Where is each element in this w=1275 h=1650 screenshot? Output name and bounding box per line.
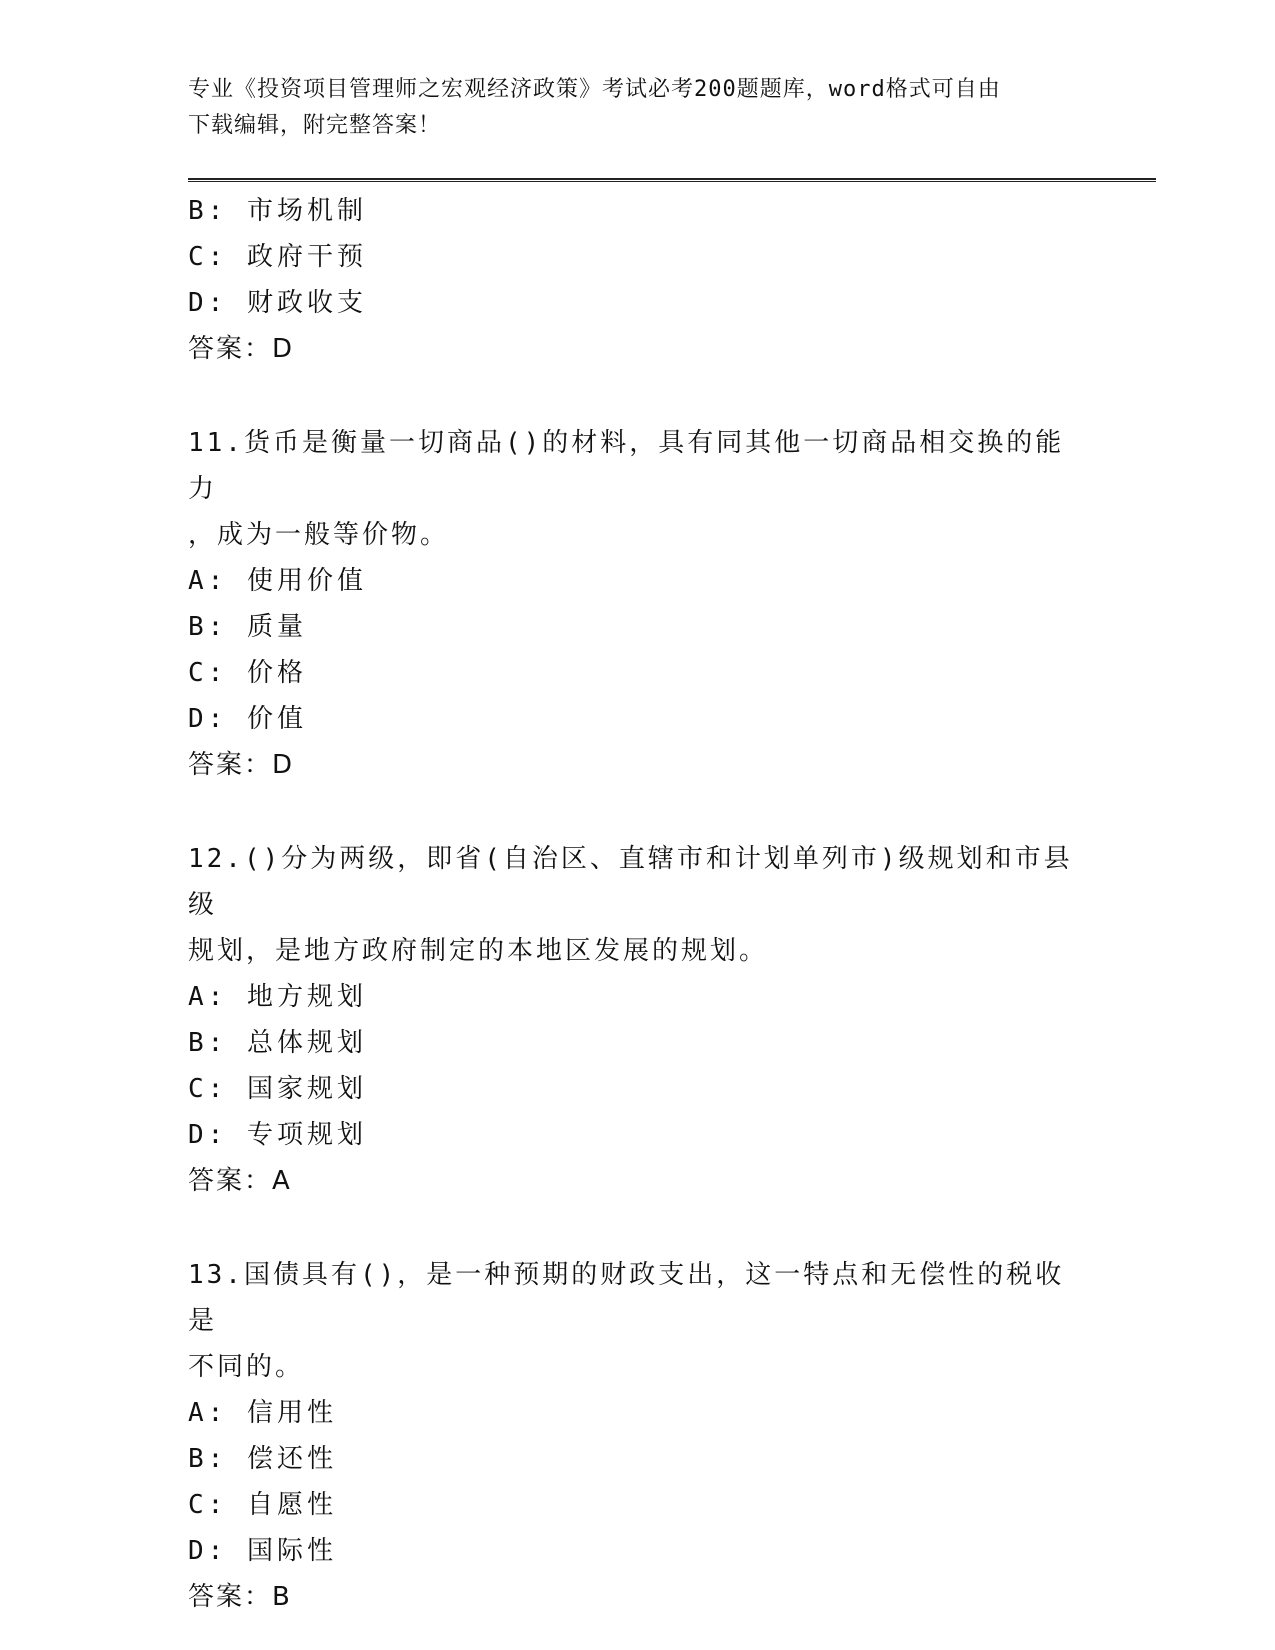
question-stem-line-1: 13.国债具有()，是一种预期的财政支出，这一特点和无偿性的税收是: [188, 1260, 1065, 1336]
option-c: C: 国家规划: [188, 1074, 367, 1104]
header-title-line-1: 专业《投资项目管理师之宏观经济政策》考试必考200题题库，word格式可自由: [188, 77, 1001, 102]
option-d: D: 财政收支: [188, 288, 367, 318]
answer: 答案：A: [188, 1166, 292, 1196]
question-10-continued: [188, 188, 1088, 372]
header-divider: [188, 178, 1156, 182]
option-a: A: 使用价值: [188, 566, 367, 596]
option-b: B: 总体规划: [188, 1028, 367, 1058]
question-stem-line-1: 12.()分为两级，即省(自治区、直辖市和计划单列市)级规划和市县级: [188, 844, 1073, 920]
option-d: D: 专项规划: [188, 1120, 367, 1150]
question-stem-line-2: 规划，是地方政府制定的本地区发展的规划。: [188, 936, 769, 966]
answer: 答案：B: [188, 1582, 292, 1612]
question-stem-line-1: 11.货币是衡量一切商品()的材料，具有同其他一切商品相交换的能力: [188, 428, 1065, 504]
document-header: [188, 72, 1088, 144]
question-stem-line-2: ，成为一般等价物。: [188, 520, 450, 550]
option-d: D: 国际性: [188, 1536, 337, 1566]
document-body: [188, 188, 1088, 1620]
option-b: B: 质量: [188, 612, 307, 642]
option-c: C: 价格: [188, 658, 307, 688]
question-stem-line-2: 不同的。: [188, 1352, 305, 1382]
header-title-line-2: 下载编辑，附完整答案！: [188, 113, 442, 138]
question-12: [188, 836, 1088, 1204]
answer: 答案：D: [188, 334, 295, 364]
option-a: A: 地方规划: [188, 982, 367, 1012]
answer: 答案：D: [188, 750, 295, 780]
question-13: [188, 1252, 1088, 1620]
option-d: D: 价值: [188, 704, 307, 734]
option-b: B: 市场机制: [188, 196, 367, 226]
option-a: A: 信用性: [188, 1398, 337, 1428]
question-11: [188, 420, 1088, 788]
option-c: C: 政府干预: [188, 242, 367, 272]
option-b: B: 偿还性: [188, 1444, 337, 1474]
option-c: C: 自愿性: [188, 1490, 337, 1520]
